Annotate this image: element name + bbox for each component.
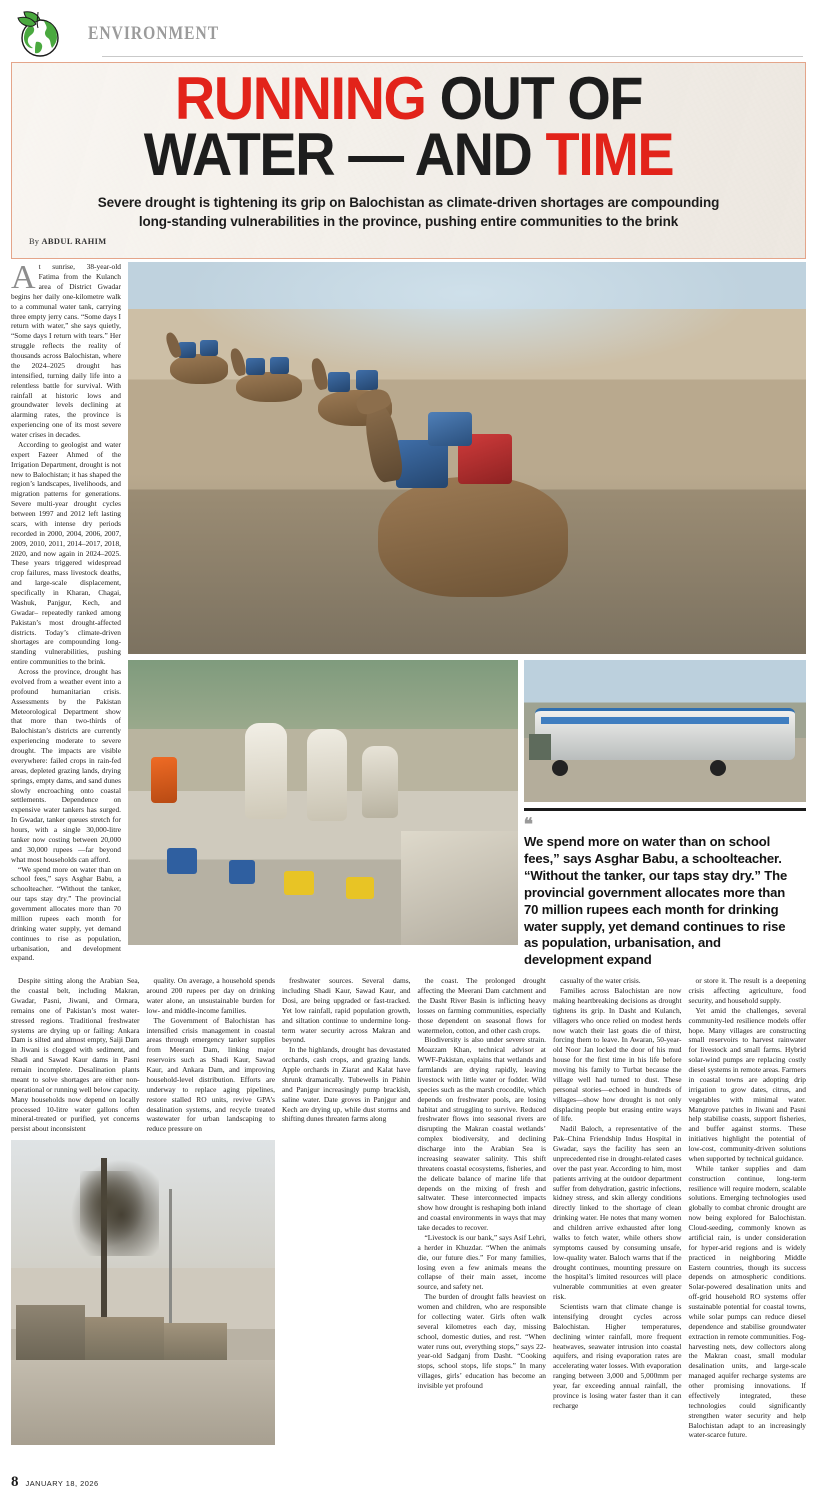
headline-word-running: RUNNING bbox=[174, 65, 426, 132]
page-footer bbox=[11, 1474, 806, 1491]
paragraph: The Government of Balochistan has intensified crisis management in coastal areas through emergency tanker supplies from Meerani Dam, linking major reservoirs such as Shadi Kaur, Sawad Kaur, and Ankara Dam, and improving household-level distribution. Efforts are underway to replace aging pipelines, restore stalled RO units, revive GPA’s desalination systems, and recycle treated wastewater for urban landscaping to reduce pressure on bbox=[146, 1015, 275, 1134]
paragraph: Scientists warn that climate change is intensifying drought cycles across Balochistan. Higher temperatures, declining winter rainfall, more frequent heatwaves, seawater intrusion into coastal aquifers, and rising evaporation rates are accelerating water losses. With evaporation ranging between 3,000 and 5,000mm per year, far exceeding annual rainfall, the province is losing water faster than it can recharge bbox=[553, 1302, 682, 1410]
paragraph: quality. On average, a household spends around 200 rupees per day on drinking water alone, an unsustainable burden for low- and middle-income families. bbox=[146, 976, 275, 1015]
tanker-and-quote-stack bbox=[524, 660, 806, 969]
villagers-collecting-water-photo bbox=[128, 660, 518, 945]
subheadline-line-2: long-standing vulnerabilities in the province, pushing entire communities to the brink bbox=[138, 214, 679, 231]
upper-section bbox=[11, 259, 806, 969]
paragraph: According to geologist and water expert Fazeer Ahmed of the Irrigation Department, drought is not new to Balochistan; it has shaped the region’s landscapes, livelihoods, and migration patterns for generations. Severe multi-year drought cycles between 1997 and 2012 left lasting scars, with intense dry periods recorded in 2000, 2004, 2006, 2007, 2009, 2010, 2011, 2014–2017, 2018, 2020, and now again in 2024–2025. These years triggered widespread crop failures, mass livestock deaths, and large-scale displacement, specifically in Kharan, Chagai, Washuk, Panjgur, Kech, and Gwadar– repeatedly ranked among Pakistan’s most drought-affected districts. Today’s climate-driven shortages are compounding long-standing vulnerabilities, pushing entire communities to the brink. bbox=[11, 439, 121, 667]
paragraph: Families across Balochistan are now making heartbreaking decisions as drought tightens its grip. In Dasht and Kulanch, villagers who once relied on modest herds now watch their last goats die of thirst, forcing them to leave. In Awaran, 50-year-old Noor Jan locked the door of his mud house for the first time in his life before moving his family to Turbat because the village well had turned to dust. These personal stories—echoed in hundreds of villages—show how drought is not only displacing people but erasing entire ways of life. bbox=[553, 986, 682, 1124]
byline-prefix: By bbox=[29, 237, 40, 247]
lower-section bbox=[11, 976, 806, 1445]
article-column-4 bbox=[418, 976, 547, 1445]
paragraph: While tanker supplies and dam construction continue, long-term resilience will require modern, scalable solutions. Emerging technologies used globally to combat chronic drought are now being explored for Balochistan. Cloud-seeding, commonly known as artificial rain, is under consideration for hyper-arid regions and is widely practiced in neighboring Middle Eastern countries, though its success depends on atmospheric conditions. Solar-powered desalination units and off-grid household RO systems offer sustainable potential for coastal towns, while solar pumps can reduce diesel dependence and stabilise groundwater extraction in remote communities. Fog-harvesting nets, dew collectors along the Makran coast, small modular desalination units, and large-scale managed aquifer recharge systems are other promising innovations. If effectively integrated, these technologies could significantly strengthen water security and help Balochistan adapt to an increasingly water-scarce future. bbox=[688, 1163, 806, 1440]
paragraph: casualty of the water crisis. bbox=[560, 976, 641, 986]
headline-line-1 bbox=[53, 65, 764, 132]
paragraph: In the highlands, drought has devastated orchards, cash crops, and grazing lands. Apple orchards in Ziarat and Kalat have shrunk dramatically. Tubewells in Pishin and Panjgur increasingly pump brackish, saline water. Date groves in Panjgur and Kech are drying up, while dust storms and shifting dunes threaten farms along bbox=[282, 1045, 411, 1124]
article-column-3 bbox=[282, 976, 411, 1445]
pull-quote-text: We spend more on water than on school fees,” says Asghar Babu, a schoolteacher. “Without the tanker, our taps stay dry.” The provincial government allocates more than 70 million rupees each month for drinking water supply, yet demand continues to rise as population, urbanisation, and development expand bbox=[523, 834, 787, 968]
subheadline bbox=[45, 194, 772, 232]
paragraph: At sunrise, 38-year-old Fatima from the Kulanch area of District Gwadar begins her daily one-kilometre walk to a communal water tank, carrying three empty jerry cans. “Some days I return with water,” she says quietly, “Some days I return with tears.” Her struggle reflects the reality of thousands across Balochistan, where the 2024–2025 drought has intensified, turning daily life into a relentless battle for survival. With rainfall at historic lows and groundwater levels declining at alarming rates, the province is experiencing one of its most severe water crises in decades. bbox=[11, 259, 121, 439]
subheadline-line-1: Severe drought is tightening its grip on Balochistan as climate-driven shortages are compounding bbox=[97, 195, 720, 212]
paragraph: Across the province, drought has evolved from a weather event into a profound humanitarian crisis. Assessments by the Pakistan Meteorological Department show that more than two-thirds of Balochistan’s districts are currently experiencing moderate to severe drought. The impacts are visible everywhere: failed crops in rain-fed areas, depleted grazing lands, drying springs, empty dams, and sand dunes slowly encroaching onto coastal settlements. Dependence on expensive water tankers has surged. In Gwadar, tanker queues stretch for hours, with a single 30,000-litre tanker now costing between 20,000 and 30,000 rupees —far beyond what most households can afford. bbox=[11, 667, 121, 864]
drought-stricken-village-photo bbox=[11, 1140, 275, 1445]
paragraph: freshwater sources. Several dams, including Shadi Kaur, Sawad Kaur, and Dosi, are being upgraded or fast-tracked. Yet low rainfall, rapid population growth, and siltation continue to undermine long-term water security across Makran and beyond. bbox=[282, 976, 411, 1045]
quotation-mark-icon: ❝ bbox=[523, 815, 534, 835]
paragraph: “We spend more on water than on school fees,” says Asghar Babu, a schoolteacher. “Without the tanker, our taps stay dry.” The provincial government allocates more than 70 million rupees each month for drinking water supply, yet demand continues to rise as population, urbanisation, and development expand. bbox=[11, 864, 121, 963]
article-column-5 bbox=[553, 976, 682, 1445]
upper-media-region bbox=[128, 262, 806, 969]
headline-word-time: TIME bbox=[545, 121, 674, 189]
paragraph: Nadil Baloch, a representative of the Pak–China Friendship Indus Hospital in Gwadar, says the facility has seen an unprecedented rise in drought-related cases over the past year. According to him, most patients arriving at the outdoor department suffer from dehydration, gastric infections, kidney stress, and skin allergy conditions directly linked to the shortage of clean drinking water. He notes that many women and children arrive exhausted after long walks to fetch water, while others show symptoms caused by consuming unsafe, low-quality water. Baloch warns that if the drought continues, mounting pressure on the hospital’s limited resources will place vulnerable communities at even greater risk. bbox=[553, 1124, 682, 1302]
headline-block bbox=[11, 62, 806, 259]
headline-word-water-and: WATER — AND bbox=[143, 121, 532, 189]
article-column-1 bbox=[11, 259, 121, 969]
publication-date: JANUARY 18, 2026 bbox=[25, 1479, 99, 1488]
byline bbox=[29, 237, 791, 246]
upper-lower-media-row bbox=[128, 660, 806, 969]
paragraph: the coast. The prolonged drought affecting the Meerani Dam catchment and the Dasht River Basin is inflicting heavy losses on farming communities, especially those dependent on seasonal flows for watermelon, cotton, and other cash crops. bbox=[417, 976, 546, 1035]
water-tanker-truck-photo bbox=[524, 660, 806, 802]
paragraph: Yet amid the challenges, several community-led resilience models offer hope. Many villages are constructing small reservoirs to harvest rainwater for livestock and small farms. Hybrid solar-wind pumps are replacing costly diesel systems in remote areas. Farmers in coastal towns are adopting drip irrigation to grow dates, citrus, and vegetables with minimal water. Mangrove patches in Jiwani and Pasni help stabilise coasts, support fisheries, and buffer against storms. These initiatives highlight the potential of low-cost, community-driven solutions when supported by technical guidance. bbox=[688, 1005, 806, 1163]
paragraph: The burden of drought falls heaviest on women and children, who are responsible for collecting water. Girls often walk several kilometres each day, missing school, domestic duties, and rest. “When water runs out, everything stops,” says 22-year-old Sadganj from Dasht. “Cooking stops, school stops, life stops.” In many villages, girls’ education has become an invisible yet profound bbox=[417, 1292, 546, 1390]
masthead-divider bbox=[102, 56, 803, 57]
masthead bbox=[0, 0, 817, 62]
section-label: ENVIRONMENT bbox=[88, 23, 220, 44]
paragraph: Despite sitting along the Arabian Sea, the coastal belt, including Makran, Gwadar, Pasni, Jiwani, and Ormara, remains one of Pakistan’s most water-stressed regions. Traditional freshwater systems are drying up or failing: Ankara Dam is silted and almost empty, Saiji Dam in Jiwani is clogged with sediment, and Shadi and Sawad Kaur dams in Pasni remain incomplete. Desalination plants meant to solve shortages are either non-operational or running well below capacity. Many households now depend on locally processed 10-litre water gallons often mineral-treated or purified, yet concerns persist about inconsistent bbox=[11, 976, 140, 1134]
article-column-6 bbox=[689, 976, 807, 1445]
headline-word-out-of: OUT OF bbox=[439, 65, 643, 132]
paragraph: “Livestock is our bank,” says Asif Lehri, a herder in Khuzdar. “When the animals die, our future dies.” For many families, losing even a few animals means the collapse of their main asset, income source, and safety net. bbox=[417, 1232, 546, 1292]
byline-author: ABDUL RAHIM bbox=[41, 237, 107, 247]
page-body bbox=[0, 259, 817, 1445]
paragraph: Biodiversity is also under severe strain. Moazzam Khan, technical advisor at WWF-Pakistan, explains that wetlands and farmlands are drying rapidly, leaving livestock with little water or fodder. Wild species such as the marsh crocodile, which depends on freshwater pools, are losing habitat and struggling to survive. Reduced freshwater flows into seasonal rivers are disrupting the Makran coastal wetlands’ complex biodiversity, and declining discharge into the Arabian Sea is increasing seawater salinity. This shift threatens coastal ecosystems, fisheries, and the delicate balance of marine life that depends on the mixing of fresh and saltwater. These interconnected impacts show how drought is reshaping both inland and coastal environments in ways that may take decades to recover. bbox=[417, 1035, 546, 1232]
pull-quote bbox=[524, 808, 806, 969]
paragraph: or store it. The result is a deepening crisis affecting agriculture, food security, and household supply. bbox=[688, 976, 806, 1005]
camels-loaded-with-water-containers-photo bbox=[128, 262, 806, 654]
headline-line-2 bbox=[53, 121, 764, 189]
page-number: 8 bbox=[11, 1474, 19, 1490]
globe-leaf-icon bbox=[14, 8, 66, 60]
article-column-1-cont bbox=[11, 976, 140, 1445]
